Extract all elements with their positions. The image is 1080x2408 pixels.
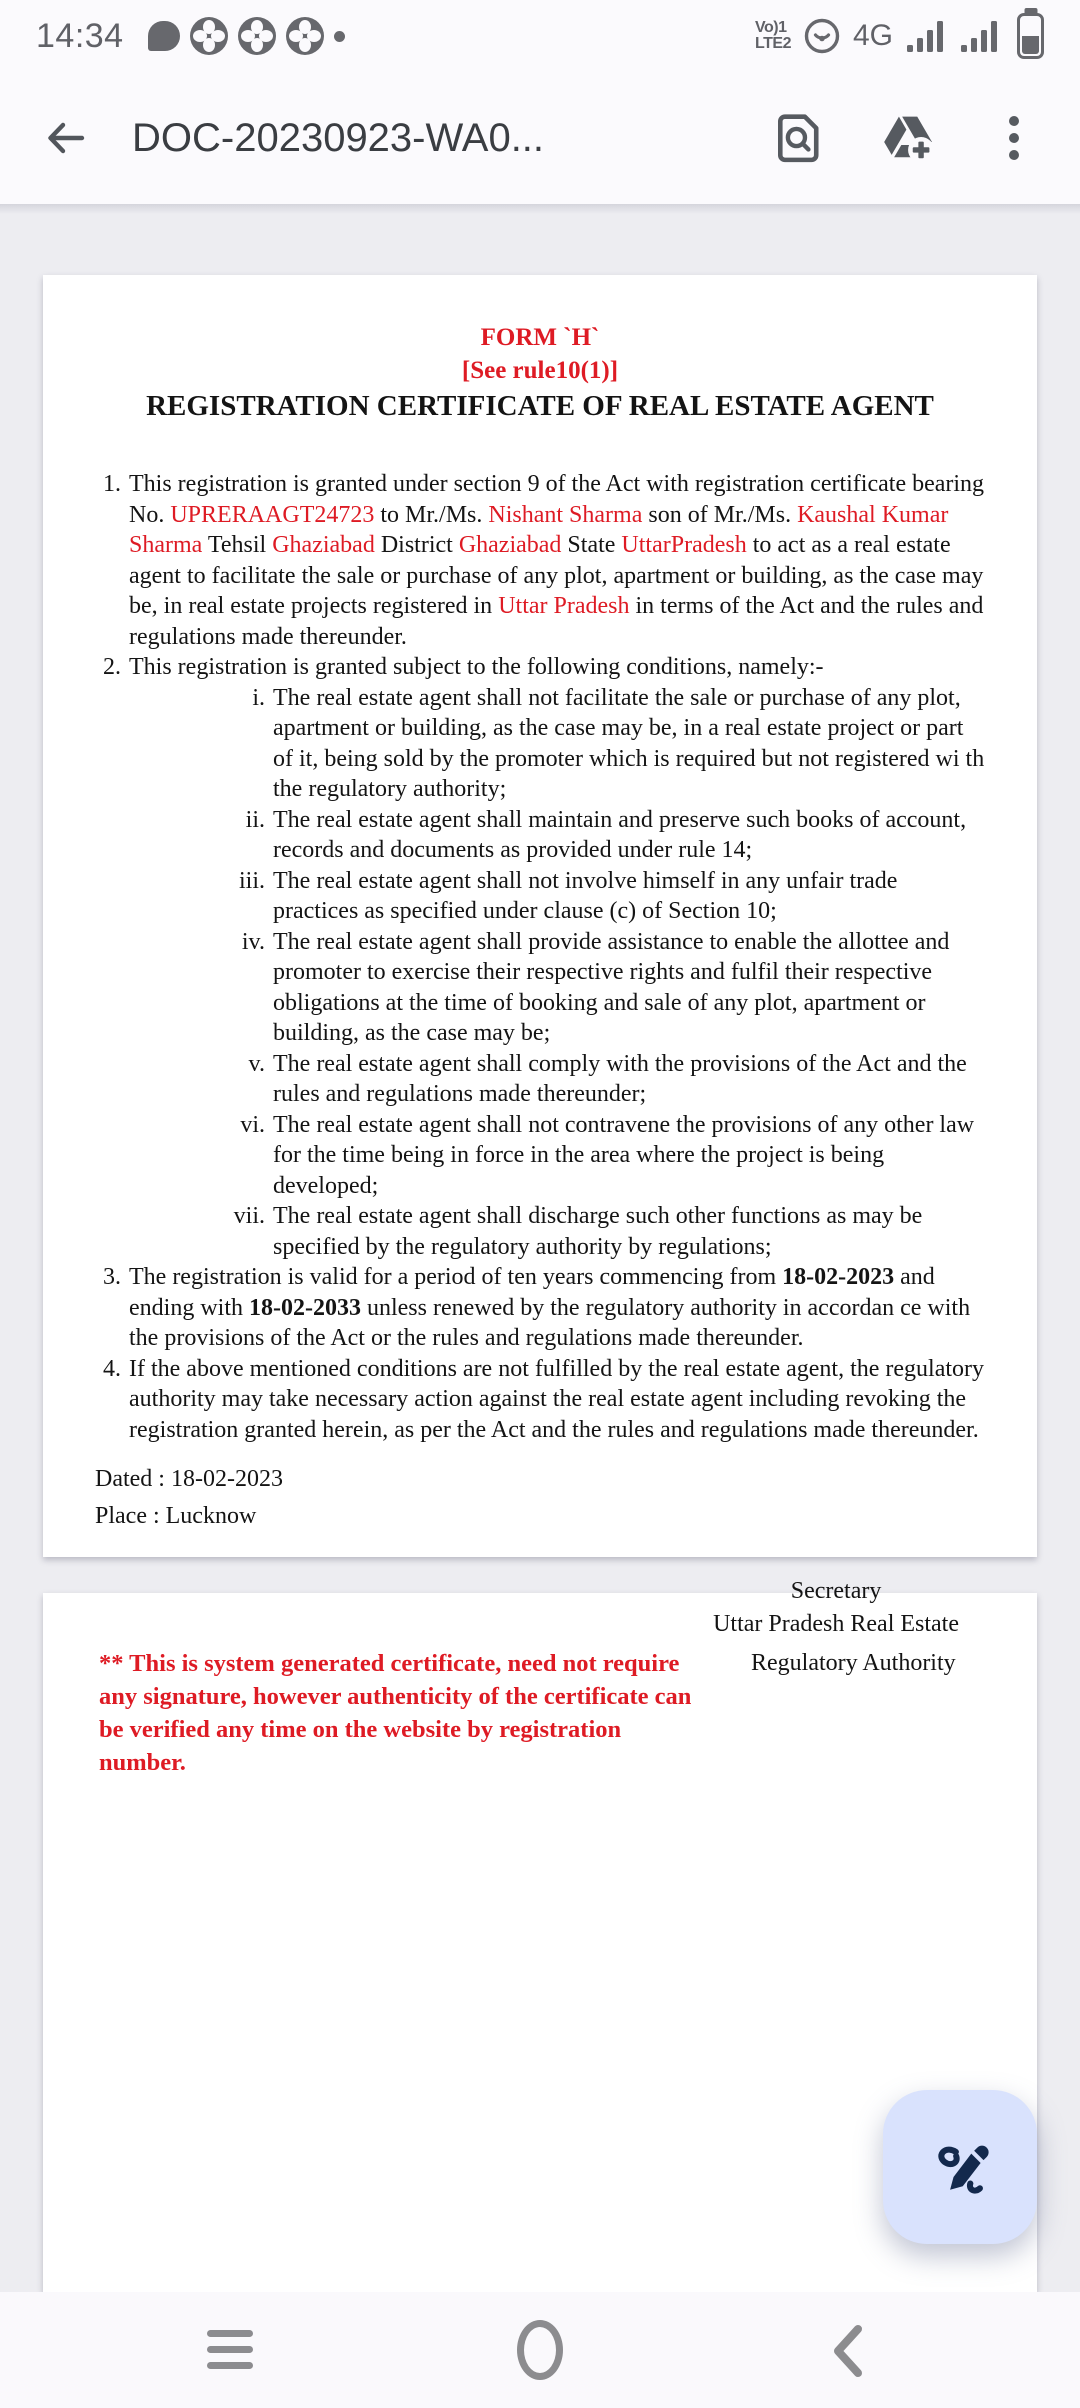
rule-line: [See rule10(1)]: [461, 357, 619, 384]
list-item-text: The real estate agent shall discharge such other functions as may be specified by the regulatory authority by regulations;: [273, 1203, 923, 1260]
place-line: Place : Lucknow: [95, 1503, 257, 1529]
conditions-list: [95, 469, 985, 1445]
list-marker: vii.: [233, 1203, 265, 1229]
recents-menu-button[interactable]: [207, 2330, 253, 2369]
notification-icons: [148, 17, 345, 55]
status-bar-right: [755, 13, 1044, 59]
document-title: DOC-20230923-WA0...: [132, 115, 545, 160]
app-bar: [0, 72, 1080, 204]
list-item-text: The real estate agent shall not facilitate the sale or purchase of any plot, apartment or building, as the case may be, in a real estate project or part of it, being sold by the promoter which is required but not registered wi th the regulatory authority;: [273, 684, 985, 802]
signatory-title: Secretary: [790, 1578, 882, 1604]
back-chevron-icon: [830, 2322, 864, 2380]
list-item-text: If the above mentioned conditions are not fulfilled by the real estate agent, the regulatory authority may take necessary action against the real estate agent including revoking the registration granted herein, as per the Act and the rules and regulations made thereunder.: [129, 1355, 985, 1443]
network-type: 4G: [852, 19, 893, 52]
list-marker: 2.: [103, 654, 121, 680]
sub-item-i: [95, 683, 985, 805]
signatory-org: Uttar Pradesh Real Estate: [713, 1611, 959, 1637]
sub-item-v: [95, 1049, 985, 1110]
list-marker: 4.: [103, 1355, 121, 1382]
volte-indicator: Vo)1 LTE2: [755, 19, 791, 52]
list-marker: ii.: [245, 806, 265, 833]
list-item-text: The registration is valid for a period of ten years commencing from 18-02-2023 and ending with 18-02-2033 unless renewed by the regulatory authority in accordan ce with the provisions of the Act or the rules and regulations made thereunder.: [129, 1264, 971, 1351]
add-to-drive-button[interactable]: [880, 112, 932, 164]
sub-item-vi: [95, 1110, 985, 1202]
list-item-text: The real estate agent shall not involve himself in any unfair trade practices as specified under clause (c) of Section 10;: [273, 867, 898, 924]
signature-pen-icon: [927, 2134, 993, 2200]
form-title: FORM `H`: [480, 324, 600, 351]
app-notification-icon: [238, 17, 276, 55]
list-item-text: This registration is granted under section 9 of the Act with registration certificate bearing No. UPRERAAGT24723 to Mr./Ms. Nishant Sharma son of Mr./Ms. Kaushal Kumar Sharma Tehsil Ghaziabad District Ghaziabad State UttarPradesh to act as a real estate agent to facilitate the sale or purchase of any plot, apartment or building, as the case may be, in real estate projects registered in Uttar Pradesh in terms of the Act and the rules and regulations made thereunder.: [129, 471, 985, 650]
list-marker: v.: [248, 1050, 265, 1077]
status-bar: [0, 0, 1080, 72]
list-item-text: The real estate agent shall maintain and preserve such books of account, records and documents as provided under rule 14;: [273, 806, 967, 863]
back-button[interactable]: [40, 112, 92, 164]
list-marker: iv.: [241, 928, 265, 955]
signal-bars-icon: [959, 16, 1001, 56]
signature-block: [713, 1575, 959, 1641]
system-generated-notice: ** This is system generated certificate, need not require any signature, however authenticity of the certificate can be verified any time on the website by registration number.: [99, 1650, 692, 1776]
battery-icon: [1017, 13, 1044, 59]
document-viewer[interactable]: [0, 204, 1080, 2292]
dated-place-block: [95, 1461, 985, 1535]
back-arrow-icon: [43, 115, 89, 161]
sub-item-iv: [95, 927, 985, 1049]
add-to-drive-icon: [880, 114, 932, 162]
app-notification-icon: [286, 17, 324, 55]
more-notifications-dot: [334, 31, 345, 42]
sub-item-vii: [95, 1201, 985, 1262]
nav-back-button[interactable]: [830, 2322, 864, 2385]
home-button[interactable]: [517, 2320, 563, 2380]
list-marker: 1.: [103, 471, 121, 497]
list-marker: vi.: [240, 1111, 265, 1138]
app-notification-icon: [190, 17, 228, 55]
document-header: [95, 321, 985, 423]
signal-bars-icon: [905, 16, 947, 56]
chat-bubble-icon: [148, 21, 180, 51]
list-marker: iii.: [238, 867, 265, 894]
certificate-heading: REGISTRATION CERTIFICATE OF REAL ESTATE AGENT: [146, 390, 934, 422]
sub-item-iii: [95, 866, 985, 927]
list-item-text: The real estate agent shall provide assistance to enable the allottee and promoter to exercise their respective rights and fulfil their respective obligations at the time of booking and sale of any plot, apartment or building, as the case may be;: [273, 928, 950, 1046]
app-bar-actions: [772, 112, 1040, 164]
list-item-4: [95, 1354, 985, 1446]
document-page-1: [43, 275, 1037, 1637]
overflow-menu-button[interactable]: [988, 112, 1040, 164]
list-item-text: This registration is granted subject to the following conditions, namely:-: [129, 654, 824, 680]
list-marker: i.: [252, 684, 265, 711]
sign-annotate-fab[interactable]: [883, 2090, 1037, 2244]
list-item-3: [95, 1262, 985, 1354]
sub-item-ii: [95, 805, 985, 866]
list-item-2: [95, 652, 985, 683]
find-in-document-button[interactable]: [772, 112, 824, 164]
list-item-1: [95, 469, 985, 652]
regulatory-authority-line: Regulatory Authority: [751, 1650, 956, 1676]
list-item-text: The real estate agent shall comply with the provisions of the Act and the rules and regulations made thereunder;: [273, 1050, 967, 1107]
dated-line: Dated : 18-02-2023: [95, 1466, 283, 1492]
android-navigation-bar: [0, 2292, 1080, 2408]
list-item-text: The real estate agent shall not contravene the provisions of any other law for the time being in force in the area where the project is being developed;: [273, 1111, 975, 1199]
clock: 14:34: [36, 16, 124, 55]
overflow-menu-icon: [1008, 114, 1020, 162]
find-in-document-icon: [774, 113, 822, 163]
list-marker: 3.: [103, 1264, 121, 1290]
vowifi-icon: [803, 17, 841, 55]
